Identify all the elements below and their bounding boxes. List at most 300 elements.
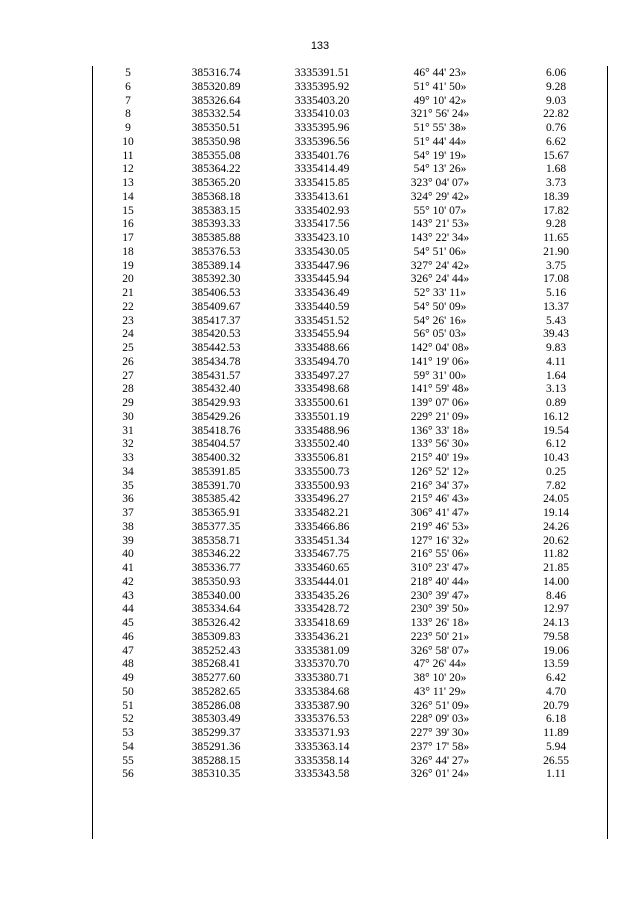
table-row xyxy=(93,645,607,659)
distance-cell: 13.59 xyxy=(543,658,569,671)
point-number-cell: 51 xyxy=(122,699,134,712)
bearing-cell: 327° 24' 42» xyxy=(410,259,470,272)
x-coordinate-cell: 385320.89 xyxy=(191,80,241,93)
distance-cell: 10.43 xyxy=(543,452,569,464)
distance-cell: 4.70 xyxy=(545,685,567,698)
table-row xyxy=(93,576,607,590)
table-row xyxy=(93,521,607,535)
distance-cell: 0.76 xyxy=(545,122,567,134)
y-coordinate-cell: 3335391.51 xyxy=(294,67,350,79)
x-coordinate-cell: 385316.74 xyxy=(191,67,241,79)
bearing-cell: 216° 34' 37» xyxy=(410,479,470,492)
bearing-cell: 126° 52' 12» xyxy=(410,465,470,478)
x-coordinate-cell: 385420.53 xyxy=(191,328,241,341)
bearing-cell: 52° 33' 11» xyxy=(413,287,467,299)
distance-cell: 3.75 xyxy=(545,259,567,272)
x-coordinate-cell: 385429.26 xyxy=(191,410,241,423)
distance-cell: 17.08 xyxy=(543,273,569,286)
bearing-cell: 51° 41' 50» xyxy=(413,80,467,93)
x-coordinate-cell: 385303.49 xyxy=(191,713,241,726)
bearing-cell: 143° 22' 34» xyxy=(410,232,470,244)
y-coordinate-cell: 3335506.81 xyxy=(294,452,350,464)
x-coordinate-cell: 385350.98 xyxy=(191,135,241,148)
bearing-cell: 219° 46' 53» xyxy=(410,520,470,533)
point-number-cell: 21 xyxy=(122,287,134,299)
table-row xyxy=(93,411,607,425)
table-row xyxy=(93,741,607,755)
distance-cell: 6.06 xyxy=(545,67,567,79)
distance-cell: 22.82 xyxy=(543,108,569,121)
bearing-cell: 216° 55' 06» xyxy=(410,548,470,561)
y-coordinate-cell: 3335395.92 xyxy=(294,80,350,93)
point-number-cell: 30 xyxy=(122,410,134,423)
point-number-cell: 53 xyxy=(122,727,134,739)
point-number-cell: 49 xyxy=(122,672,134,684)
bearing-cell: 326° 24' 44» xyxy=(410,273,470,286)
table-row xyxy=(93,383,607,397)
table-row xyxy=(93,370,607,384)
y-coordinate-cell: 3335396.56 xyxy=(294,135,350,148)
table-row xyxy=(93,452,607,466)
y-coordinate-cell: 3335415.85 xyxy=(294,177,350,189)
distance-cell: 3.73 xyxy=(545,177,567,189)
table-row xyxy=(93,562,607,576)
y-coordinate-cell: 3335395.96 xyxy=(294,122,350,134)
y-coordinate-cell: 3335423.10 xyxy=(294,232,350,244)
x-coordinate-cell: 385277.60 xyxy=(191,672,241,684)
distance-cell: 20.62 xyxy=(543,534,569,547)
table-row xyxy=(93,163,607,177)
point-number-cell: 32 xyxy=(122,438,134,451)
distance-cell: 21.90 xyxy=(543,245,569,258)
bearing-cell: 326° 01' 24» xyxy=(410,768,470,781)
distance-cell: 6.62 xyxy=(545,135,567,148)
table-row xyxy=(93,67,607,81)
y-coordinate-cell: 3335445.94 xyxy=(294,273,350,286)
y-coordinate-cell: 3335381.09 xyxy=(294,644,350,657)
distance-cell: 8.46 xyxy=(545,589,567,602)
y-coordinate-cell: 3335384.68 xyxy=(294,685,350,698)
bearing-cell: 46° 44' 23» xyxy=(413,67,467,79)
y-coordinate-cell: 3335401.76 xyxy=(294,149,350,162)
bearing-cell: 310° 23' 47» xyxy=(410,562,470,574)
table-row xyxy=(93,260,607,274)
y-coordinate-cell: 3335494.70 xyxy=(294,355,350,368)
point-number-cell: 12 xyxy=(122,163,134,176)
distance-cell: 19.14 xyxy=(543,507,569,519)
y-coordinate-cell: 3335436.21 xyxy=(294,630,350,643)
x-coordinate-cell: 385355.08 xyxy=(191,149,241,162)
table-row xyxy=(93,108,607,122)
table-row xyxy=(93,631,607,645)
x-coordinate-cell: 385389.14 xyxy=(191,259,241,272)
x-coordinate-cell: 385385.42 xyxy=(191,493,241,506)
point-number-cell: 13 xyxy=(122,177,134,189)
x-coordinate-cell: 385358.71 xyxy=(191,534,241,547)
x-coordinate-cell: 385326.64 xyxy=(191,94,241,107)
table-row xyxy=(93,205,607,219)
table-row xyxy=(93,273,607,287)
y-coordinate-cell: 3335414.49 xyxy=(294,163,350,176)
point-number-cell: 47 xyxy=(122,644,134,657)
y-coordinate-cell: 3335403.20 xyxy=(294,94,350,107)
y-coordinate-cell: 3335428.72 xyxy=(294,603,350,616)
point-number-cell: 38 xyxy=(122,520,134,533)
bearing-cell: 326° 58' 07» xyxy=(410,644,470,657)
table-row xyxy=(93,438,607,452)
x-coordinate-cell: 385332.54 xyxy=(191,108,241,121)
point-number-cell: 54 xyxy=(122,740,134,753)
bearing-cell: 38° 10' 20» xyxy=(413,672,467,684)
distance-cell: 9.03 xyxy=(545,94,567,107)
table-row xyxy=(93,727,607,741)
bearing-cell: 43° 11' 29» xyxy=(413,685,467,698)
table-row xyxy=(93,246,607,260)
point-number-cell: 37 xyxy=(122,507,134,519)
table-row xyxy=(93,617,607,631)
y-coordinate-cell: 3335451.34 xyxy=(294,534,350,547)
x-coordinate-cell: 385432.40 xyxy=(191,383,241,396)
x-coordinate-cell: 385385.88 xyxy=(191,232,241,244)
y-coordinate-cell: 3335371.93 xyxy=(294,727,350,739)
bearing-cell: 54° 19' 19» xyxy=(413,149,467,162)
table-row xyxy=(93,218,607,232)
y-coordinate-cell: 3335343.58 xyxy=(294,768,350,781)
distance-cell: 24.26 xyxy=(543,520,569,533)
bearing-cell: 215° 40' 19» xyxy=(410,452,470,464)
x-coordinate-cell: 385400.32 xyxy=(191,452,241,464)
bearing-cell: 133° 56' 30» xyxy=(410,438,470,451)
table-row xyxy=(93,301,607,315)
distance-cell: 18.39 xyxy=(543,190,569,203)
bearing-cell: 218° 40' 44» xyxy=(410,575,470,588)
y-coordinate-cell: 3335402.93 xyxy=(294,204,350,217)
table-row xyxy=(93,81,607,95)
point-number-cell: 27 xyxy=(122,369,134,382)
table-row xyxy=(93,658,607,672)
y-coordinate-cell: 3335482.21 xyxy=(294,507,350,519)
bearing-cell: 223° 50' 21» xyxy=(410,630,470,643)
point-number-cell: 7 xyxy=(125,94,131,107)
table-row xyxy=(93,548,607,562)
x-coordinate-cell: 385393.33 xyxy=(191,218,241,231)
distance-cell: 6.12 xyxy=(545,438,567,451)
point-number-cell: 35 xyxy=(122,479,134,492)
point-number-cell: 31 xyxy=(122,424,134,437)
point-number-cell: 9 xyxy=(125,122,131,134)
page-number: 133 xyxy=(310,40,330,52)
distance-cell: 3.13 xyxy=(545,383,567,396)
point-number-cell: 14 xyxy=(122,190,134,203)
y-coordinate-cell: 3335370.70 xyxy=(294,658,350,671)
x-coordinate-cell: 385310.35 xyxy=(191,768,241,781)
bearing-cell: 55° 10' 07» xyxy=(413,204,467,217)
point-number-cell: 50 xyxy=(122,685,134,698)
point-number-cell: 42 xyxy=(122,575,134,588)
table-row xyxy=(93,315,607,329)
x-coordinate-cell: 385377.35 xyxy=(191,520,241,533)
y-coordinate-cell: 3335467.75 xyxy=(294,548,350,561)
x-coordinate-cell: 385404.57 xyxy=(191,438,241,451)
bearing-cell: 49° 10' 42» xyxy=(413,94,467,107)
x-coordinate-cell: 385286.08 xyxy=(191,699,241,712)
y-coordinate-cell: 3335358.14 xyxy=(294,754,350,767)
x-coordinate-cell: 385340.00 xyxy=(191,589,241,602)
y-coordinate-cell: 3335500.61 xyxy=(294,397,350,409)
x-coordinate-cell: 385268.41 xyxy=(191,658,241,671)
x-coordinate-cell: 385288.15 xyxy=(191,754,241,767)
distance-cell: 9.83 xyxy=(545,342,567,354)
table-row xyxy=(93,535,607,549)
bearing-cell: 56° 05' 03» xyxy=(413,328,467,341)
x-coordinate-cell: 385350.51 xyxy=(191,122,241,134)
x-coordinate-cell: 385391.85 xyxy=(191,465,241,478)
point-number-cell: 52 xyxy=(122,713,134,726)
point-number-cell: 15 xyxy=(122,204,134,217)
distance-cell: 6.42 xyxy=(545,672,567,684)
bearing-cell: 47° 26' 44» xyxy=(413,658,467,671)
point-number-cell: 46 xyxy=(122,630,134,643)
x-coordinate-cell: 385309.83 xyxy=(191,630,241,643)
x-coordinate-cell: 385364.22 xyxy=(191,163,241,176)
point-number-cell: 19 xyxy=(122,259,134,272)
x-coordinate-cell: 385291.36 xyxy=(191,740,241,753)
table-row xyxy=(93,713,607,727)
distance-cell: 0.89 xyxy=(545,397,567,409)
point-number-cell: 11 xyxy=(122,149,134,162)
bearing-cell: 51° 44' 44» xyxy=(413,135,467,148)
x-coordinate-cell: 385346.22 xyxy=(191,548,241,561)
bearing-cell: 230° 39' 47» xyxy=(410,589,470,602)
table-row xyxy=(93,150,607,164)
distance-cell: 19.06 xyxy=(543,644,569,657)
x-coordinate-cell: 385429.93 xyxy=(191,397,241,409)
y-coordinate-cell: 3335380.71 xyxy=(294,672,350,684)
point-number-cell: 48 xyxy=(122,658,134,671)
table-row xyxy=(93,672,607,686)
bearing-cell: 127° 16' 32» xyxy=(410,534,470,547)
x-coordinate-cell: 385365.91 xyxy=(191,507,241,519)
table-row xyxy=(93,122,607,136)
distance-cell: 5.16 xyxy=(545,287,567,299)
x-coordinate-cell: 385417.37 xyxy=(191,314,241,327)
x-coordinate-cell: 385368.18 xyxy=(191,190,241,203)
distance-cell: 24.05 xyxy=(543,493,569,506)
distance-cell: 20.79 xyxy=(543,699,569,712)
distance-cell: 6.18 xyxy=(545,713,567,726)
point-number-cell: 36 xyxy=(122,493,134,506)
table-row xyxy=(93,768,607,782)
point-number-cell: 10 xyxy=(122,135,134,148)
distance-cell: 21.85 xyxy=(543,562,569,574)
y-coordinate-cell: 3335502.40 xyxy=(294,438,350,451)
bearing-cell: 141° 59' 48» xyxy=(410,383,470,396)
x-coordinate-cell: 385442.53 xyxy=(191,342,241,354)
y-coordinate-cell: 3335451.52 xyxy=(294,314,350,327)
bearing-cell: 230° 39' 50» xyxy=(410,603,470,616)
x-coordinate-cell: 385376.53 xyxy=(191,245,241,258)
table-row xyxy=(93,356,607,370)
distance-cell: 13.37 xyxy=(543,300,569,313)
bearing-cell: 228° 09' 03» xyxy=(410,713,470,726)
y-coordinate-cell: 3335410.03 xyxy=(294,108,350,121)
distance-cell: 1.64 xyxy=(545,369,567,382)
distance-cell: 0.25 xyxy=(545,465,567,478)
bearing-cell: 323° 04' 07» xyxy=(410,177,470,189)
point-number-cell: 39 xyxy=(122,534,134,547)
bearing-cell: 51° 55' 38» xyxy=(413,122,467,134)
coordinates-table xyxy=(93,67,607,782)
bearing-cell: 306° 41' 47» xyxy=(410,507,470,519)
y-coordinate-cell: 3335500.73 xyxy=(294,465,350,478)
y-coordinate-cell: 3335436.49 xyxy=(294,287,350,299)
distance-cell: 1.11 xyxy=(546,768,566,781)
distance-cell: 9.28 xyxy=(545,80,567,93)
table-row xyxy=(93,700,607,714)
bearing-cell: 237° 17' 58» xyxy=(410,740,470,753)
table-row xyxy=(93,191,607,205)
point-number-cell: 6 xyxy=(125,80,131,93)
bearing-cell: 215° 46' 43» xyxy=(410,493,470,506)
x-coordinate-cell: 385431.57 xyxy=(191,369,241,382)
x-coordinate-cell: 385418.76 xyxy=(191,424,241,437)
point-number-cell: 56 xyxy=(122,768,134,781)
y-coordinate-cell: 3335447.96 xyxy=(294,259,350,272)
bearing-cell: 142° 04' 08» xyxy=(410,342,470,354)
point-number-cell: 24 xyxy=(122,328,134,341)
distance-cell: 26.55 xyxy=(543,754,569,767)
distance-cell: 17.82 xyxy=(543,204,569,217)
x-coordinate-cell: 385326.42 xyxy=(191,617,241,629)
y-coordinate-cell: 3335417.56 xyxy=(294,218,350,231)
bearing-cell: 326° 51' 09» xyxy=(410,699,470,712)
point-number-cell: 8 xyxy=(125,108,131,121)
table-row xyxy=(93,480,607,494)
bearing-cell: 54° 26' 16» xyxy=(413,314,467,327)
distance-cell: 19.54 xyxy=(543,424,569,437)
y-coordinate-cell: 3335430.05 xyxy=(294,245,350,258)
table-row xyxy=(93,328,607,342)
y-coordinate-cell: 3335435.26 xyxy=(294,589,350,602)
point-number-cell: 26 xyxy=(122,355,134,368)
table-row xyxy=(93,232,607,246)
distance-cell: 5.94 xyxy=(545,740,567,753)
coordinates-table-body xyxy=(93,67,607,782)
table-row xyxy=(93,397,607,411)
x-coordinate-cell: 385409.67 xyxy=(191,300,241,313)
bearing-cell: 227° 39' 30» xyxy=(410,727,470,739)
table-row xyxy=(93,590,607,604)
point-number-cell: 18 xyxy=(122,245,134,258)
bearing-cell: 141° 19' 06» xyxy=(410,355,470,368)
bearing-cell: 229° 21' 09» xyxy=(410,410,470,423)
y-coordinate-cell: 3335440.59 xyxy=(294,300,350,313)
point-number-cell: 28 xyxy=(122,383,134,396)
distance-cell: 11.89 xyxy=(543,727,569,739)
bearing-cell: 54° 13' 26» xyxy=(413,163,467,176)
x-coordinate-cell: 385365.20 xyxy=(191,177,241,189)
y-coordinate-cell: 3335413.61 xyxy=(294,190,350,203)
table-row xyxy=(93,466,607,480)
y-coordinate-cell: 3335501.19 xyxy=(294,410,350,423)
point-number-cell: 40 xyxy=(122,548,134,561)
table-row xyxy=(93,507,607,521)
distance-cell: 14.00 xyxy=(543,575,569,588)
point-number-cell: 45 xyxy=(122,617,134,629)
y-coordinate-cell: 3335376.53 xyxy=(294,713,350,726)
point-number-cell: 29 xyxy=(122,397,134,409)
bearing-cell: 54° 51' 06» xyxy=(413,245,467,258)
distance-cell: 39.43 xyxy=(543,328,569,341)
y-coordinate-cell: 3335498.68 xyxy=(294,383,350,396)
point-number-cell: 23 xyxy=(122,314,134,327)
y-coordinate-cell: 3335488.66 xyxy=(294,342,350,354)
point-number-cell: 20 xyxy=(122,273,134,286)
table-row xyxy=(93,755,607,769)
x-coordinate-cell: 385434.78 xyxy=(191,355,241,368)
distance-cell: 16.12 xyxy=(543,410,569,423)
table-row xyxy=(93,342,607,356)
bearing-cell: 54° 50' 09» xyxy=(413,300,467,313)
bearing-cell: 59° 31' 00» xyxy=(413,369,467,382)
bearing-cell: 139° 07' 06» xyxy=(410,397,470,409)
bearing-cell: 321° 56' 24» xyxy=(410,108,470,121)
x-coordinate-cell: 385350.93 xyxy=(191,575,241,588)
x-coordinate-cell: 385391.70 xyxy=(191,479,241,492)
x-coordinate-cell: 385392.30 xyxy=(191,273,241,286)
bearing-cell: 133° 26' 18» xyxy=(410,617,470,629)
point-number-cell: 41 xyxy=(122,562,134,574)
distance-cell: 1.68 xyxy=(545,163,567,176)
point-number-cell: 44 xyxy=(122,603,134,616)
point-number-cell: 34 xyxy=(122,465,134,478)
distance-cell: 15.67 xyxy=(543,149,569,162)
y-coordinate-cell: 3335387.90 xyxy=(294,699,350,712)
x-coordinate-cell: 385282.65 xyxy=(191,685,241,698)
y-coordinate-cell: 3335363.14 xyxy=(294,740,350,753)
y-coordinate-cell: 3335488.96 xyxy=(294,424,350,437)
table-row xyxy=(93,686,607,700)
x-coordinate-cell: 385299.37 xyxy=(191,727,241,739)
point-number-cell: 43 xyxy=(122,589,134,602)
y-coordinate-cell: 3335497.27 xyxy=(294,369,350,382)
distance-cell: 9.28 xyxy=(545,218,567,231)
bearing-cell: 326° 44' 27» xyxy=(410,754,470,767)
point-number-cell: 22 xyxy=(122,300,134,313)
point-number-cell: 25 xyxy=(122,342,134,354)
point-number-cell: 17 xyxy=(122,232,134,244)
distance-cell: 12.97 xyxy=(543,603,569,616)
table-row xyxy=(93,95,607,109)
x-coordinate-cell: 385252.43 xyxy=(191,644,241,657)
distance-cell: 11.82 xyxy=(543,548,569,561)
y-coordinate-cell: 3335466.86 xyxy=(294,520,350,533)
table-row xyxy=(93,425,607,439)
distance-cell: 7.82 xyxy=(545,479,567,492)
distance-cell: 4.11 xyxy=(546,355,566,368)
point-number-cell: 16 xyxy=(122,218,134,231)
table-row xyxy=(93,287,607,301)
table-row xyxy=(93,603,607,617)
y-coordinate-cell: 3335444.01 xyxy=(294,575,350,588)
x-coordinate-cell: 385406.53 xyxy=(191,287,241,299)
y-coordinate-cell: 3335496.27 xyxy=(294,493,350,506)
x-coordinate-cell: 385383.15 xyxy=(191,204,241,217)
x-coordinate-cell: 385334.64 xyxy=(191,603,241,616)
y-coordinate-cell: 3335500.93 xyxy=(294,479,350,492)
point-number-cell: 5 xyxy=(125,67,131,79)
distance-cell: 24.13 xyxy=(543,617,569,629)
